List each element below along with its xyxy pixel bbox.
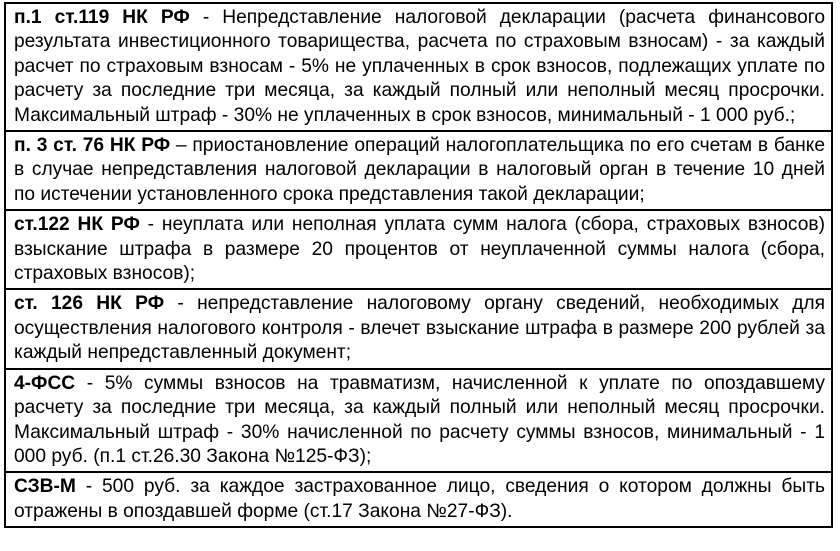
penalty-description: непредставление налоговому органу сведений, необходимых для осуществления налогового контроля - влечет взыскание штрафа в размере 200 рублей за каждый непредставленный документ; xyxy=(14,293,825,364)
penalty-row-119 xyxy=(6,4,831,132)
separator: - xyxy=(75,372,105,394)
law-reference: 4-ФСС xyxy=(14,372,76,394)
law-reference: СЗВ-М xyxy=(14,476,76,498)
penalty-row-szvm xyxy=(6,473,831,528)
penalties-table xyxy=(4,2,833,528)
separator: - xyxy=(139,214,162,236)
penalty-row-4fss xyxy=(6,370,831,474)
law-reference: п. 3 ст. 76 НК РФ xyxy=(14,135,171,157)
penalty-description: 500 руб. за каждое застрахованное лицо, сведения о котором должны быть отражены в опоздавшей форме (ст.17 Закона №27-ФЗ). xyxy=(14,476,825,522)
penalty-description: Непредставление налоговой декларации (расчета финансового результата инвестиционного товарищества, расчета по страховым взносам) - за каждый расчет по страховым взносам - 5% не уплаченных в срок взносов, подлежащих уплате по расчету за последние три месяца, за каждый полный или неполный месяц просрочки. Максимальный штраф - 30% не уплаченных в срок взносов, минимальный - 1 000 руб.; xyxy=(14,7,825,126)
penalty-row-76 xyxy=(6,132,831,211)
penalty-description: приостановление операций налогоплательщика по его счетам в банке в случае непредставления налоговой декларации в налоговый орган в течение 10 дней по истечении установленного срока представления такой декларации; xyxy=(14,135,825,205)
separator: - xyxy=(189,7,223,28)
law-reference: ст. 126 НК РФ xyxy=(14,293,165,315)
penalty-description: 5% суммы взносов на травматизм, начисленной к уплате по опоздавшему расчету за последние три месяца, за каждый полный или неполный месяц просрочки. Максимальный штраф - 30% начисленной по расчету суммы взносов, минимальный - 1 000 руб. (п.1 ст.26.30 Закона №125-ФЗ); xyxy=(14,372,825,467)
law-reference: ст.122 НК РФ xyxy=(14,214,140,236)
separator: - xyxy=(164,293,198,315)
penalty-row-122 xyxy=(6,211,831,290)
separator: - xyxy=(75,476,103,498)
penalty-description: неуплата или неполная уплата сумм налога (сбора, страховых взносов) взыскание штрафа в размере 20 процентов от неуплаченной суммы налога (сбора, страховых взносов); xyxy=(14,214,825,285)
penalty-row-126 xyxy=(6,290,831,369)
separator: – xyxy=(170,135,193,157)
law-reference: п.1 ст.119 НК РФ xyxy=(14,7,190,28)
